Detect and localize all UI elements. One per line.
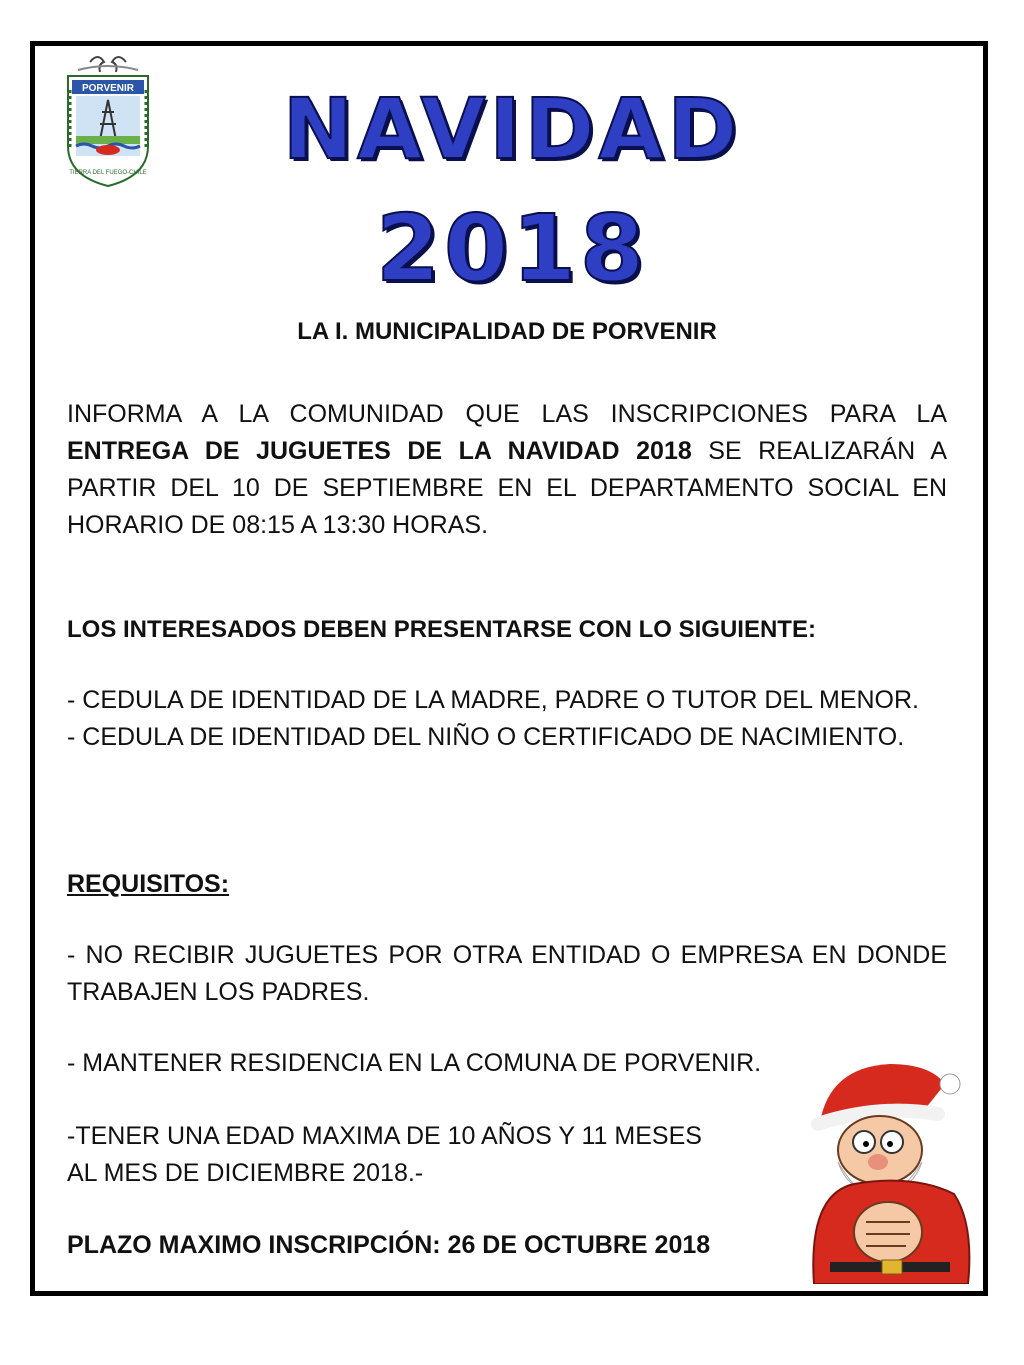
documents-list (67, 682, 947, 756)
documents-heading: LOS INTERESADOS DEBEN PRESENTARSE CON LO SIGUIENTE: (67, 616, 816, 643)
requirement-item: - NO RECIBIR JUGUETES POR OTRA ENTIDAD O EMPRESA EN DONDE TRABAJEN LOS PADRES. (67, 941, 947, 1006)
announcement-text-1: INFORMA A LA COMUNIDAD QUE LAS INSCRIPCIONES PARA LA (67, 400, 947, 428)
document-item: - CEDULA DE IDENTIDAD DE LA MADRE, PADRE O TUTOR DEL MENOR. (67, 686, 920, 714)
requirement-item: - MANTENER RESIDENCIA EN LA COMUNA DE PORVENIR. (67, 1049, 762, 1077)
crest-top-text: PORVENIR (81, 83, 135, 94)
announcement-paragraph (67, 396, 947, 544)
crest-bottom-text: TIERRA DEL FUEGO-CHILE (69, 170, 147, 176)
announcement-text-2: SE REALIZARÁN A PARTIR DEL 10 DE SEPTIEMBRE EN EL DEPARTAMENTO SOCIAL EN HORARIO DE 08:15 A 13:30 HORAS. (67, 437, 947, 539)
announcement-highlight: ENTREGA DE JUGUETES DE LA NAVIDAD 2018 (67, 437, 692, 465)
requirements-heading: REQUISITOS: (67, 870, 230, 898)
deadline-text: PLAZO MAXIMO INSCRIPCIÓN: 26 DE OCTUBRE 2018 (67, 1231, 711, 1259)
issuer-heading: LA I. MUNICIPALIDAD DE PORVENIR (297, 318, 717, 345)
requirement-item: -TENER UNA EDAD MAXIMA DE 10 AÑOS Y 11 MESES (67, 1122, 702, 1150)
page-title-year: 2018 (375, 195, 649, 302)
page-title: NAVIDAD (282, 80, 742, 178)
document-item: - CEDULA DE IDENTIDAD DEL NIÑO O CERTIFICADO DE NACIMIENTO. (67, 723, 905, 751)
requirement-item: AL MES DE DICIEMBRE 2018.- (67, 1159, 424, 1187)
santa-claus-illustration (800, 1062, 975, 1284)
